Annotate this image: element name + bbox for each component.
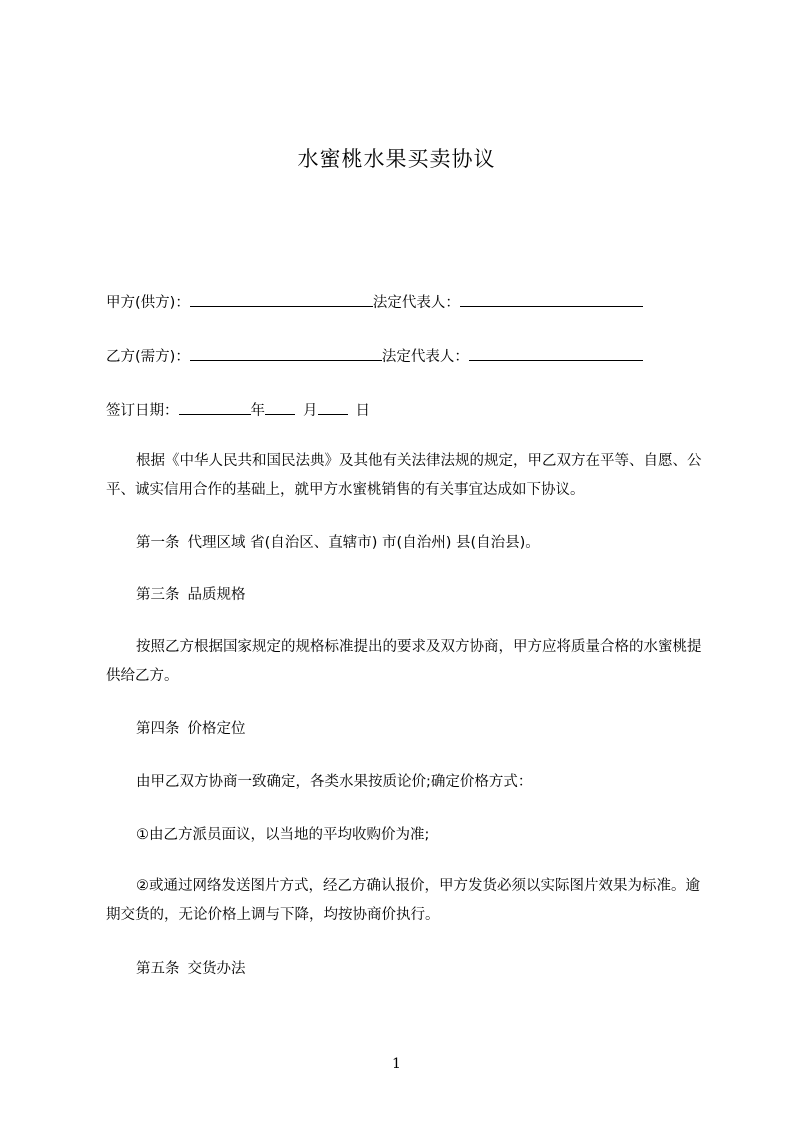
article-4-line (106, 773, 706, 791)
article-1-heading: 第一条 (136, 535, 180, 551)
party-b-rep-label: 法定代表人： (381, 349, 469, 365)
intro-text: 根据《中华人民共和国民法典》及其他有关法律法规的规定，甲乙双方在平等、自愿、公平、诚实信用合作的基础上，就甲方水蜜桃销售的有关事宜达成如下协议。 (106, 453, 702, 498)
article-4-item-2-text: ②或通过网络发送图片方式，经乙方确认报价，甲方发货必须以实际图片效果为标准。逾期交货的，无论价格上调与下降，均按协商价执行。 (106, 878, 700, 923)
article-5-heading: 第五条 (136, 961, 180, 977)
page-number: 1 (392, 1056, 401, 1072)
party-a-rep-label: 法定代表人： (372, 295, 460, 311)
document-title: 水蜜桃水果买卖协议 (297, 147, 496, 171)
intro-paragraph (106, 447, 706, 505)
day-blank (318, 400, 348, 415)
article-5-title: 交货办法 (187, 961, 246, 977)
sign-date-label: 签订日期： (106, 403, 179, 419)
article-5 (106, 960, 706, 978)
sign-date-line (106, 400, 706, 420)
day-label: 日 (355, 403, 370, 419)
article-3 (106, 586, 706, 604)
article-4-item-2 (106, 872, 706, 930)
article-4 (106, 720, 706, 738)
year-label: 年 (250, 403, 265, 419)
month-blank (265, 400, 295, 415)
article-1 (106, 534, 706, 552)
party-a-rep-blank (460, 292, 643, 307)
article-3-paragraph (106, 633, 706, 691)
month-label: 月 (303, 403, 318, 419)
article-4-item-1 (106, 826, 706, 844)
party-b-label: 乙方(需方)： (106, 349, 190, 365)
article-4-title: 价格定位 (187, 721, 246, 737)
party-b-line (106, 346, 706, 366)
article-3-title: 品质规格 (187, 587, 246, 603)
article-4-text: 由甲乙双方协商一致确定，各类水果按质论价;确定价格方式： (136, 774, 533, 790)
party-a-blank (190, 292, 373, 307)
year-blank (179, 400, 251, 415)
article-3-text: 按照乙方根据国家规定的规格标准提出的要求及双方协商，甲方应将质量合格的水蜜桃提供给乙方。 (106, 639, 702, 684)
party-b-rep-blank (469, 346, 643, 361)
party-b-blank (190, 346, 382, 361)
article-4-heading: 第四条 (136, 721, 180, 737)
article-3-heading: 第三条 (136, 587, 180, 603)
party-a-line (106, 292, 706, 312)
article-1-text: 代理区域 省(自治区、直辖市) 市(自治州) 县(自治县)。 (187, 535, 540, 551)
party-a-label: 甲方(供方)： (106, 295, 190, 311)
article-4-item-1-text: ①由乙方派员面议，以当地的平均收购价为准; (136, 827, 430, 843)
